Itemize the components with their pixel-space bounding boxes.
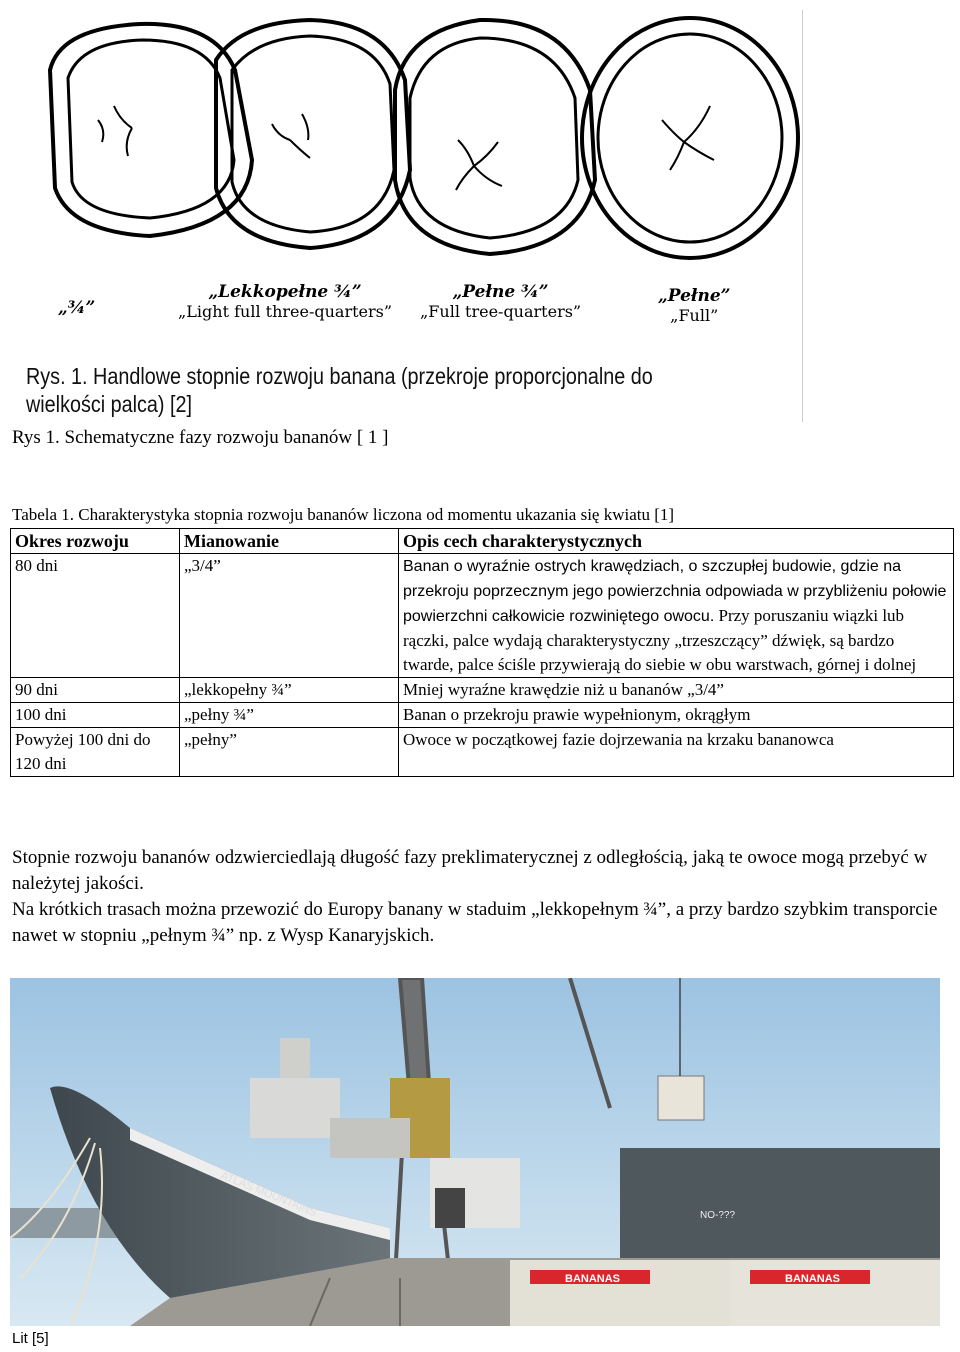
figure-inner-caption: Rys. 1. Handlowe stopnie rozwoju banana (przekroje proporcjonalne do wielkości palca) [2] bbox=[26, 363, 653, 417]
cell-name: „lekkopełny ¾” bbox=[180, 678, 399, 703]
table-header-row bbox=[11, 529, 954, 554]
table-row bbox=[11, 554, 954, 678]
cell-description bbox=[399, 554, 954, 678]
figure-caption: Rys 1. Schematyczne fazy rozwoju bananów [ 1 ] bbox=[12, 427, 389, 448]
cross-section-full-three-quarters bbox=[395, 20, 595, 254]
cell-description: Owoce w początkowej fazie dojrzewania na krzaku bananowca bbox=[399, 728, 954, 777]
development-stages-table bbox=[10, 528, 954, 777]
table-title: Tabela 1. Charakterystyka stopnia rozwoju bananów liczona od momentu ukazania się kwiatu [1] bbox=[12, 505, 675, 524]
cell-description: Banan o przekroju prawie wypełnionym, okrągłym bbox=[399, 703, 954, 728]
cell-period: 90 dni bbox=[11, 678, 180, 703]
literature-reference: Lit [5] bbox=[12, 1330, 49, 1347]
stage-label-full-three-quarters: „Pełne ¾” „Full tree-quarters” bbox=[420, 282, 582, 321]
ship-superstructure bbox=[250, 1078, 340, 1138]
ship-name: ATLAS MOUNTAINS bbox=[218, 1169, 319, 1220]
paragraph: Stopnie rozwoju bananów odzwierciedlają długość fazy preklimaterycznej z odległością, jaką te owoce mogą przebyć w należytej jakości. bbox=[12, 847, 928, 894]
stage-label-light-full: „Lekkopełne ¾” „Light full three-quarters” bbox=[178, 282, 393, 321]
box-brand-label: BANANAS bbox=[565, 1273, 620, 1285]
stage-label-three-quarters: „¾” bbox=[58, 298, 96, 318]
cell-name: „3/4” bbox=[180, 554, 399, 678]
description-serif-part: Przy poruszaniu wiązki lub rączki, palce wydają charakterystyczny „trzeszczący” dźwięk, są bardzo twarde, palce ściśle przywierają do siebie w obu warstwach, górnej i dolnej bbox=[403, 606, 917, 674]
table-header-period: Okres rozwoju bbox=[11, 529, 180, 554]
table-row bbox=[11, 678, 954, 703]
truck-text: NO-??? bbox=[700, 1210, 736, 1221]
cell-period: 80 dni bbox=[11, 554, 180, 678]
cell-name: „pełny” bbox=[180, 728, 399, 777]
box-brand-label: BANANAS bbox=[785, 1273, 840, 1285]
banana-boxes bbox=[510, 1260, 940, 1326]
port-photo-illustration bbox=[10, 978, 940, 1326]
table-header-description: Opis cech charakterystycznych bbox=[399, 529, 954, 554]
table-row bbox=[11, 728, 954, 777]
paragraph: Na krótkich trasach można przewozić do Europy banany w staduim „lekkopełnym ¾”, a przy bardzo szybkim transporcie nawet w stopniu „pełnym ¾” np. z Wysp Kanaryjskich. bbox=[12, 899, 938, 946]
table-header-name: Mianowanie bbox=[180, 529, 399, 554]
cell-name: „pełny ¾” bbox=[180, 703, 399, 728]
table-row bbox=[11, 703, 954, 728]
second-ship-hull bbox=[620, 1148, 940, 1268]
hanging-cargo bbox=[658, 1076, 704, 1120]
cell-period: 100 dni bbox=[11, 703, 180, 728]
cell-period: Powyżej 100 dni do 120 dni bbox=[11, 728, 180, 777]
body-text bbox=[12, 845, 952, 949]
banana-cross-section-figure bbox=[10, 10, 803, 422]
port-ship-photo bbox=[10, 978, 940, 1326]
cell-description: Mniej wyraźne krawędzie niż u bananów „3/4” bbox=[399, 678, 954, 703]
cross-section-drawings bbox=[10, 10, 802, 422]
cross-section-full bbox=[582, 18, 798, 258]
stage-label-full: „Pełne” „Full” bbox=[658, 286, 731, 325]
description-sans-part: Banan o wyraźnie ostrych krawędziach, o szczupłej budowie, gdzie na przekroju poprzecznym jego powierzchnia odpowiada w przybliżeniu połowie powierzchni całkowicie rozwiniętego owocu. bbox=[403, 558, 947, 625]
